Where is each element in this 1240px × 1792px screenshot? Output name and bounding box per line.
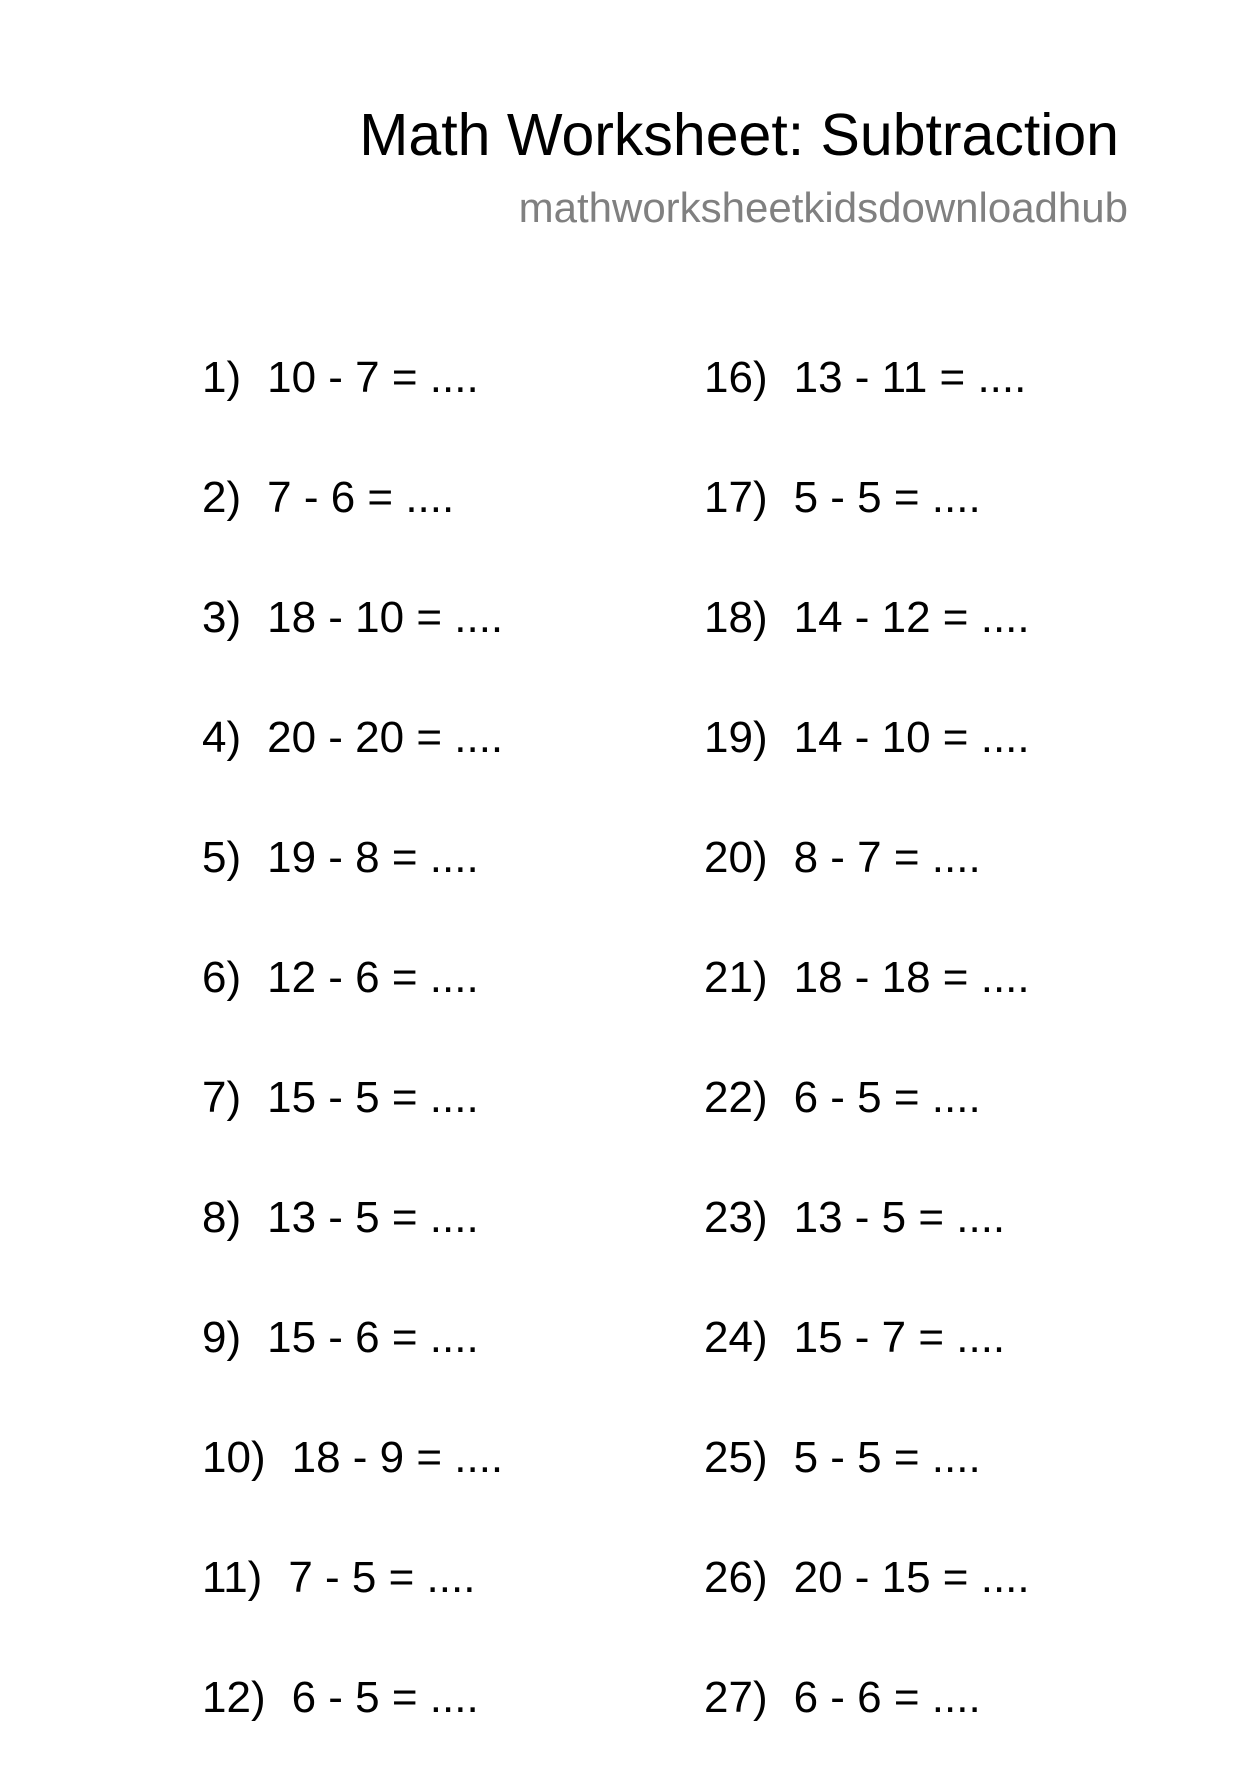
problem-expression: 15 - 5 = .... <box>267 1073 479 1122</box>
problem-item <box>704 1552 1030 1672</box>
problem-item <box>704 832 1030 952</box>
problem-expression: 10 - 7 = .... <box>267 353 479 402</box>
problem-item <box>704 712 1030 832</box>
problem-expression: 18 - 18 = .... <box>793 953 1030 1002</box>
problem-expression: 14 - 10 = .... <box>793 713 1030 762</box>
problem-expression: 6 - 6 = .... <box>793 1673 981 1722</box>
problem-expression: 14 - 12 = .... <box>793 593 1030 642</box>
problem-number: 22) <box>704 1073 768 1122</box>
problem-number: 20) <box>704 833 768 882</box>
problem-number: 17) <box>704 473 768 522</box>
problem-item <box>704 952 1030 1072</box>
problem-item <box>202 1552 503 1672</box>
problem-number: 21) <box>704 953 768 1002</box>
problem-number: 6) <box>202 953 242 1002</box>
problem-expression: 5 - 5 = .... <box>793 473 981 522</box>
problem-expression: 6 - 5 = .... <box>793 1073 981 1122</box>
problem-number: 23) <box>704 1193 768 1242</box>
problem-number: 12) <box>202 1673 266 1722</box>
problem-number: 5) <box>202 833 242 882</box>
problem-expression: 20 - 20 = .... <box>267 713 504 762</box>
page-title: Math Worksheet: Subtraction <box>359 102 1119 168</box>
problem-item <box>704 1312 1030 1432</box>
problem-number: 3) <box>202 593 242 642</box>
problem-item <box>704 1432 1030 1552</box>
problem-expression: 18 - 9 = .... <box>291 1433 504 1482</box>
problem-item <box>202 1192 503 1312</box>
problem-number: 4) <box>202 713 242 762</box>
problem-item <box>704 1192 1030 1312</box>
problem-expression: 7 - 5 = .... <box>288 1553 476 1602</box>
problem-item <box>202 952 503 1072</box>
problem-item <box>202 832 503 952</box>
problem-item <box>202 1312 503 1432</box>
problem-expression: 20 - 15 = .... <box>793 1553 1030 1602</box>
problem-item <box>704 352 1030 472</box>
problem-item <box>704 592 1030 712</box>
problem-number: 11) <box>202 1553 263 1602</box>
problem-expression: 15 - 6 = .... <box>267 1313 479 1362</box>
problem-number: 24) <box>704 1313 768 1362</box>
problem-item <box>202 592 503 712</box>
problem-number: 25) <box>704 1433 768 1482</box>
problem-number: 18) <box>704 593 768 642</box>
problem-number: 27) <box>704 1673 768 1722</box>
problem-expression: 18 - 10 = .... <box>267 593 504 642</box>
problem-expression: 6 - 5 = .... <box>291 1673 479 1722</box>
problem-item <box>202 1432 503 1552</box>
problem-list-right <box>704 352 1030 1792</box>
problem-expression: 8 - 7 = .... <box>793 833 981 882</box>
problem-list-left <box>202 352 503 1792</box>
problem-item <box>704 472 1030 592</box>
problem-expression: 12 - 6 = .... <box>267 953 479 1002</box>
problem-expression: 13 - 11 = .... <box>793 353 1027 402</box>
problem-item <box>202 1672 503 1792</box>
site-name: mathworksheetkidsdownloadhub <box>518 184 1128 231</box>
problem-number: 8) <box>202 1193 242 1242</box>
problem-number: 10) <box>202 1433 266 1482</box>
problem-expression: 13 - 5 = .... <box>793 1193 1006 1242</box>
problem-number: 7) <box>202 1073 242 1122</box>
problem-item <box>202 472 503 592</box>
problem-expression: 7 - 6 = .... <box>267 473 455 522</box>
problem-number: 19) <box>704 713 768 762</box>
problem-item <box>704 1672 1030 1792</box>
problem-item <box>202 1072 503 1192</box>
problem-number: 2) <box>202 473 242 522</box>
problem-number: 1) <box>202 353 242 402</box>
problem-number: 9) <box>202 1313 242 1362</box>
problem-item <box>202 352 503 472</box>
problem-item <box>704 1072 1030 1192</box>
problem-number: 16) <box>704 353 768 402</box>
problem-expression: 15 - 7 = .... <box>793 1313 1006 1362</box>
problem-number: 26) <box>704 1553 768 1602</box>
problem-expression: 5 - 5 = .... <box>793 1433 981 1482</box>
problem-expression: 19 - 8 = .... <box>267 833 479 882</box>
problem-expression: 13 - 5 = .... <box>267 1193 479 1242</box>
problem-item <box>202 712 503 832</box>
